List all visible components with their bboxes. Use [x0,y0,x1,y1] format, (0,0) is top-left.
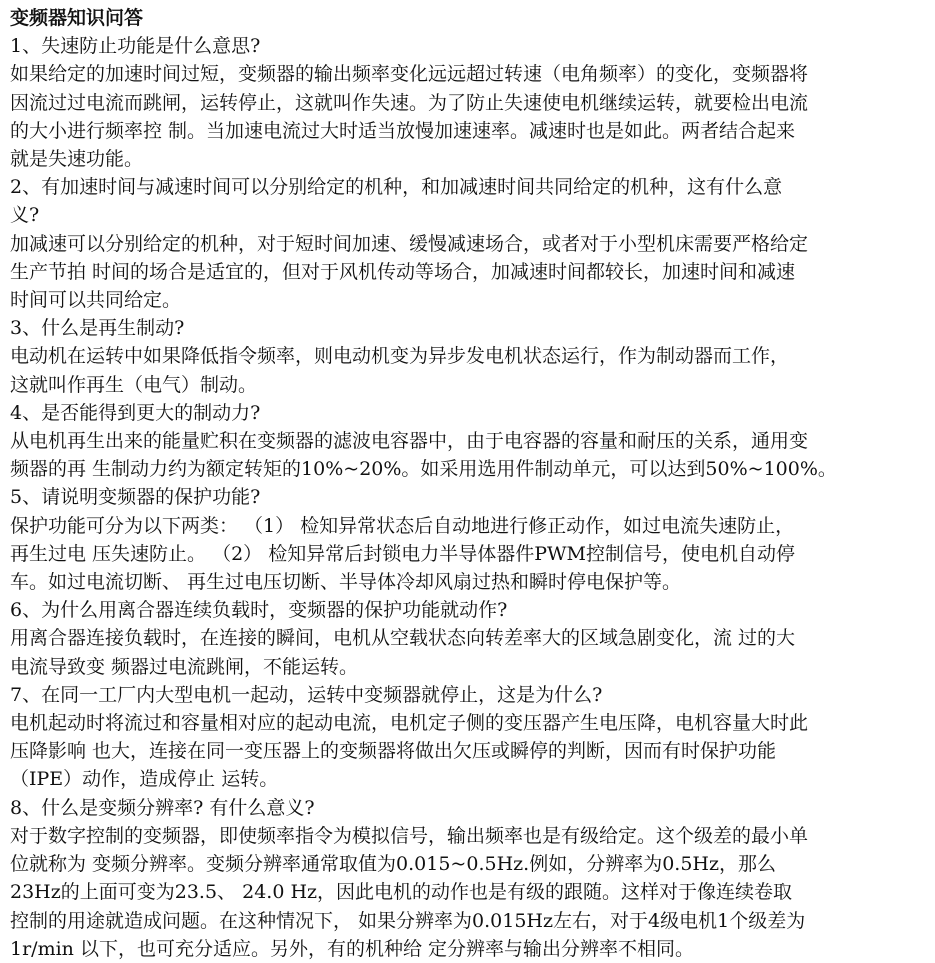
qa-item [10,314,927,399]
question: 4、是否能得到更大的制动力? [10,401,261,424]
answer-line: （IPE）动作，造成停止 运转。 [10,768,279,791]
answer-line: 23Hz的上面可变为23.5、 24.0 Hz，因此电机的动作也是有级的跟随。这样对于像连续卷取 [10,881,793,904]
question: 3、什么是再生制动? [10,317,185,340]
answer-line: 电机起动时将流过和容量相对应的起动电流，电机定子侧的变压器产生电压降，电机容量大时此 [10,712,809,735]
answer-line: 对于数字控制的变频器，即使频率指令为模拟信号，输出频率也是有级给定。这个级差的最小单 [10,824,809,847]
qa-item [10,794,927,963]
qa-item [10,173,927,314]
qa-item [10,399,927,484]
question: 2、有加速时间与减速时间可以分别给定的机种，和加减速时间共同给定的机种，这有什么意 [10,176,783,199]
answer-line: 位就称为 变频分辨率。变频分辨率通常取值为0.015~0.5Hz.例如，分辨率为0.5Hz，那么 [10,853,776,876]
qa-item [10,32,927,173]
answer-line: 这就叫作再生（电气）制动。 [10,373,258,396]
qa-item [10,596,927,681]
answer-line: 从电机再生出来的能量贮积在变频器的滤波电容器中，由于电容器的容量和耐压的关系，通用变 [10,430,809,453]
document-title: 变频器知识问答 [10,7,144,29]
question: 1、失速防止功能是什么意思? [10,35,261,58]
answer [10,624,927,680]
answer [10,427,927,483]
answer-line: 电动机在运转中如果降低指令频率，则电动机变为异步发电机状态运行，作为制动器而工作， [10,345,790,368]
answer-line: 1r/min 以下，也可充分适应。另外，有的机种给 定分辨率与输出分辨率不相同。 [10,937,694,960]
answer-line: 用离合器连接负载时，在连接的瞬间，电机从空载状态向转差率大的区域急剧变化，流 过的大 [10,627,796,650]
answer-line: 就是失速功能。 [10,148,144,171]
question-continuation: 义? [10,204,40,227]
answer [10,822,927,963]
answer [10,60,927,173]
answer [10,230,927,315]
answer-line: 控制的用途就造成问题。在这种情况下， 如果分辨率为0.015Hz左右，对于4级电机1个级差为 [10,909,806,932]
answer-line: 时间可以共同给定。 [10,289,182,312]
answer [10,709,927,794]
question: 8、什么是变频分辨率? 有什么意义? [10,796,315,819]
answer-line: 生产节拍 时间的场合是适宜的，但对于风机传动等场合，加减速时间都较长，加速时间和减速 [10,260,796,283]
answer-line: 如果给定的加速时间过短，变频器的输出频率变化远远超过转速（电角频率）的变化，变频器将 [10,63,809,86]
answer-line: 压降影响 也大，连接在同一变压器上的变频器将做出欠压或瞬停的判断，因而有时保护功能 [10,740,777,763]
answer [10,342,927,398]
qa-item [10,483,927,596]
answer-line: 频器的再 生制动力约为额定转矩的10%~20%。如采用选用件制动单元，可以达到50%~100%。 [10,458,837,481]
qa-list [10,32,927,963]
answer-line: 的大小进行频率控 制。当加速电流过大时适当放慢加速速率。减速时也是如此。两者结合起来 [10,119,796,142]
question: 6、为什么用离合器连续负载时，变频器的保护功能就动作? [10,599,508,622]
answer-line: 因流过过电流而跳闸，运转停止，这就叫作失速。为了防止失速使电机继续运转，就要检出电流 [10,91,809,114]
answer-line: 保护功能可分为以下两类： （1） 检知异常状态后自动地进行修正动作，如过电流失速防止， [10,514,795,537]
answer [10,512,927,597]
answer-line: 车。如过电流切断、 再生过电压切断、半导体冷却风扇过热和瞬时停电保护等。 [10,571,682,594]
question: 5、请说明变频器的保护功能? [10,486,261,509]
answer-line: 电流导致变 频器过电流跳闸，不能运转。 [10,655,359,678]
answer-line: 再生过电 压失速防止。 （2） 检知异常后封锁电力半导体器件PWM控制信号，使电机自动停 [10,542,795,565]
qa-item [10,681,927,794]
answer-line: 加减速可以分别给定的机种，对于短时间加速、缓慢减速场合，或者对于小型机床需要严格给定 [10,232,809,255]
question: 7、在同一工厂内大型电机一起动，运转中变频器就停止，这是为什么? [10,683,603,706]
